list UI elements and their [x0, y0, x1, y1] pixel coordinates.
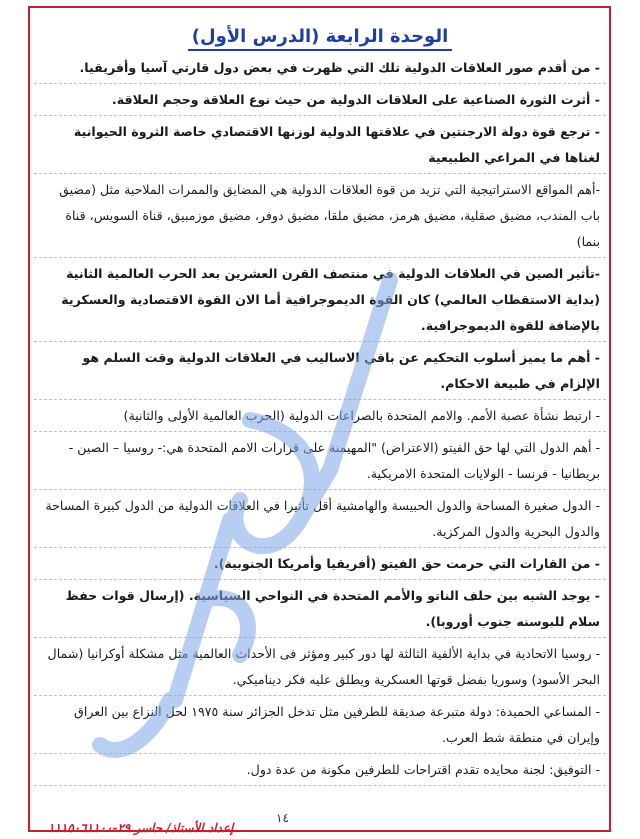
point-2: - أثرت الثورة الصناعية على العلاقات الدولية من حيث نوع العلاقة وحجم العلاقة.: [34, 87, 606, 116]
point-10: - من القارات التي حرمت حق الفيتو (أفريقيا وأمريكا الجنوبية).: [34, 551, 606, 580]
point-8: - أهم الدول التي لها حق الفيتو (الاعتراض) "المهيمنة على قرارات الامم المتحدة هي:- روسيا – الصين - بريطانيا - فرنسا - الولايات المتحدة الامريكية.: [34, 435, 606, 490]
lesson-title: الوحدة الرابعة (الدرس الأول): [34, 26, 606, 47]
point-5: -تأثير الصين في العلاقات الدولية في منتصف القرن العشرين بعد الحرب العالمية الثانية (بداية الاستقطاب العالمي) كان القوة الديموجرافية أما الان القوة الاقتصادية والعسكرية بالإضافة للقوة الديموجرافية.: [34, 261, 606, 342]
point-9: - الدول صغيرة المساحة والدول الحبيسة والهامشية أقل تأثيرا في العلاقات الدولية من الدول كبيرة المساحة والدول البحرية والدول المركزية.: [34, 493, 606, 548]
page-footer: [0, 807, 640, 839]
point-7: - ارتبط نشأة عصبة الأمم. والامم المتحدة بالصراعات الدولية (الحرب العالمية الأولى والثانية): [34, 403, 606, 432]
point-12: - روسيا الاتحادية في بداية الألفية الثالثة لها دور كبير ومؤثر فى الأحداث العالمية مثل مشكلة أوكرانيا (شمال البحر الأسود) وسوريا بفضل قوتها العسكرية ويطلق عليه فكر ديناميكي.: [34, 641, 606, 696]
point-1: - من أقدم صور العلاقات الدولية تلك التي ظهرت في بعض دول قارتي آسيا وأفريقيا.: [34, 55, 606, 84]
page-number: ١٤: [276, 811, 289, 825]
point-13: - المساعي الحميدة: دولة متبرعة صديقة للطرفين مثل تدخل الجزائر سنة ١٩٧٥ لحل النزاع بين العراق وإيران في منطقة شط العرب.: [34, 699, 606, 754]
point-6: - أهم ما يميز أسلوب التحكيم عن باقي الاساليب في العلاقات الدولية وقت السلم هو الإلزام في طبيعة الاحكام.: [34, 345, 606, 400]
point-14: - التوفيق: لجنة محايده تقدم اقتراحات للطرفين مكونة من عدة دول.: [34, 757, 606, 786]
author-credit: إعداد الأستاذ/ حاسر ٢٩-١١١٥٠٦١١٠٠: [48, 821, 234, 835]
point-11: - يوجد الشبه بين حلف الناتو والأمم المتحدة في النواحي السياسية. (إرسال قوات حفظ سلام للبوسنه جنوب أوروبا).: [34, 583, 606, 638]
document-page: [34, 12, 606, 824]
point-3: - ترجع قوة دولة الارجنتين في علاقتها الدولية لوزنها الاقتصادي خاصة الثروة الحيوانية لغناها في المراعي الطبيعية: [34, 119, 606, 174]
point-4: -أهم المواقع الاستراتيجية التي تزيد من قوة العلاقات الدولية هي المضايق والممرات الملاحية مثل (مضيق باب المندب، مضيق صقلية، مضيق هرمز، مضيق ملقا، مضيق دوفر، مضيق موزمبيق، قناة السويس، قناة بنما): [34, 177, 606, 258]
